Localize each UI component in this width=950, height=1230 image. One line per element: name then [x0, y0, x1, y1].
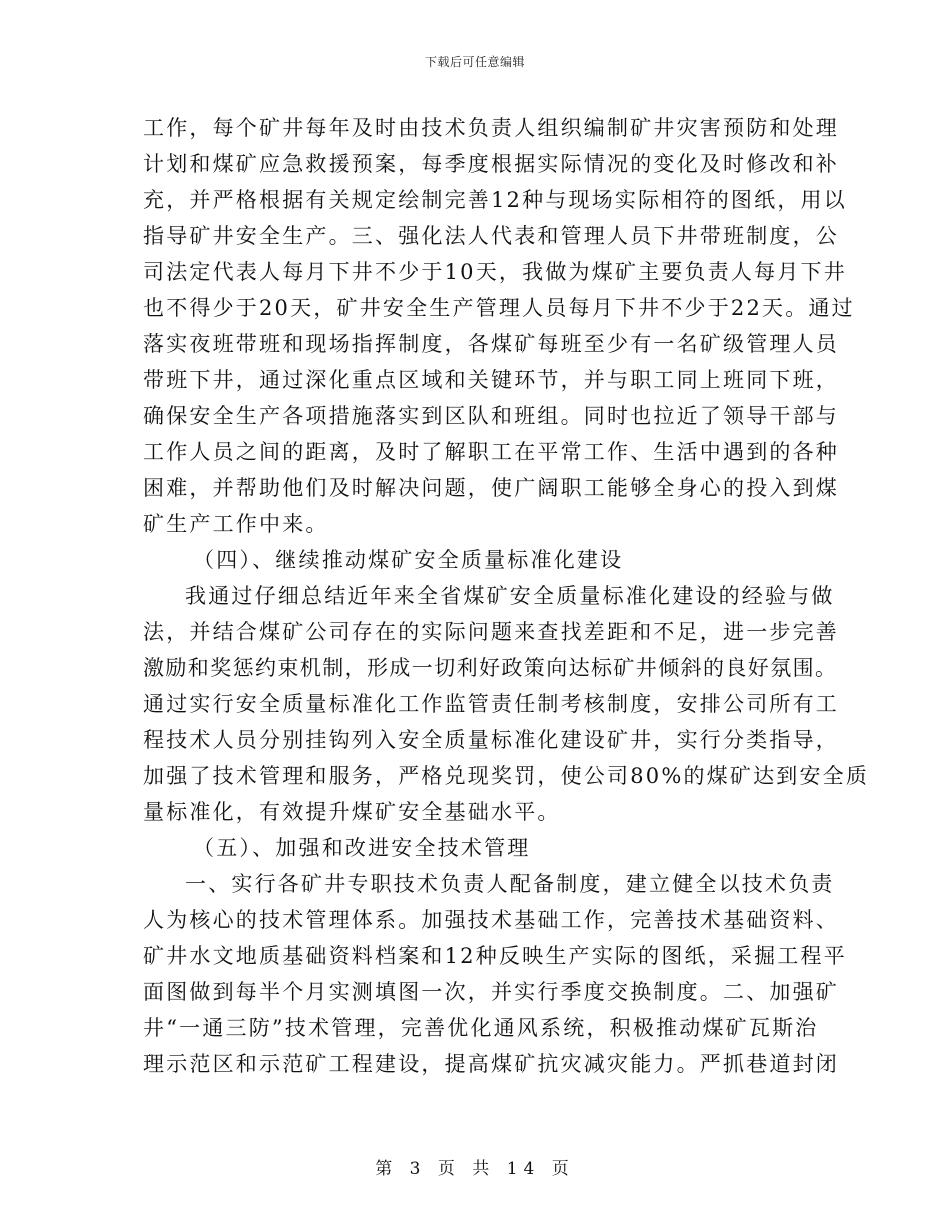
text-line: 我通过仔细总结近年来全省煤矿安全质量标准化建设的经验与做 [185, 584, 835, 608]
text-line: 计划和煤矿应急救援预案，每季度根据实际情况的变化及时修改和补 [143, 152, 839, 176]
text-line: 确保安全生产各项措施落实到区队和班组。同时也拉近了领导干部与 [143, 404, 839, 428]
text-line: 法，并结合煤矿公司存在的实际问题来查找差距和不足，进一步完善 [143, 620, 839, 644]
section-heading-5: （五）、加强和改进安全技术管理 [193, 836, 531, 860]
page-footer: 第 3 页 共 14 页 [375, 1159, 575, 1179]
text-line: 程技术人员分别挂钩列入安全质量标准化建设矿井，实行分类指导， [143, 728, 839, 752]
text-line: 指导矿井安全生产。三、强化法人代表和管理人员下井带班制度，公 [143, 224, 839, 248]
text-line: 井“一通三防”技术管理，完善优化通风系统，积极推动煤矿瓦斯治 [143, 1016, 819, 1040]
text-line: 一、实行各矿井专职技术负责人配备制度，建立健全以技术负责 [185, 872, 835, 896]
text-line: 司法定代表人每月下井不少于10天，我做为煤矿主要负责人每月下井 [143, 260, 847, 284]
text-line: 矿井水文地质基础资料档案和12种反映生产实际的图纸，采掘工程平 [143, 944, 847, 968]
text-line: 充，并严格根据有关规定绘制完善12种与现场实际相符的图纸，用以 [143, 188, 847, 212]
text-line: 工作，每个矿井每年及时由技术负责人组织编制矿井灾害预防和处理 [143, 116, 839, 140]
text-line: 人为核心的技术管理体系。加强技术基础工作，完善技术基础资料、 [143, 908, 839, 932]
text-line: 激励和奖惩约束机制，形成一切利好政策向达标矿井倾斜的良好氛围。 [143, 656, 838, 680]
document-body [143, 110, 870, 1082]
text-line: 面图做到每半个月实测填图一次，并实行季度交换制度。二、加强矿 [143, 980, 839, 1004]
text-line: 矿生产工作中来。 [143, 512, 329, 536]
text-line: 也不得少于20天，矿井安全生产管理人员每月下井不少于22天。通过 [143, 296, 855, 320]
text-line: 量标准化，有效提升煤矿安全基础水平。 [143, 800, 561, 824]
text-line: 带班下井，通过深化重点区域和关键环节，并与职工同上班同下班， [143, 368, 839, 392]
text-line: 工作人员之间的距离，及时了解职工在平常工作、生活中遇到的各种 [143, 440, 839, 464]
text-line: 落实夜班带班和现场指挥制度，各煤矿每班至少有一名矿级管理人员 [143, 332, 839, 356]
section-heading-4: （四）、继续推动煤矿安全质量标准化建设 [193, 548, 624, 572]
text-line: 通过实行安全质量标准化工作监管责任制考核制度，安排公司所有工 [143, 692, 839, 716]
text-line: 理示范区和示范矿工程建设，提高煤矿抗灾减灾能力。严抓巷道封闭 [143, 1052, 839, 1076]
page-header: 下载后可任意编辑 [424, 55, 525, 69]
text-line: 困难，并帮助他们及时解决问题，使广阔职工能够全身心的投入到煤 [143, 476, 839, 500]
text-line: 加强了技术管理和服务，严格兑现奖罚，使公司80%的煤矿达到安全质 [143, 764, 870, 788]
